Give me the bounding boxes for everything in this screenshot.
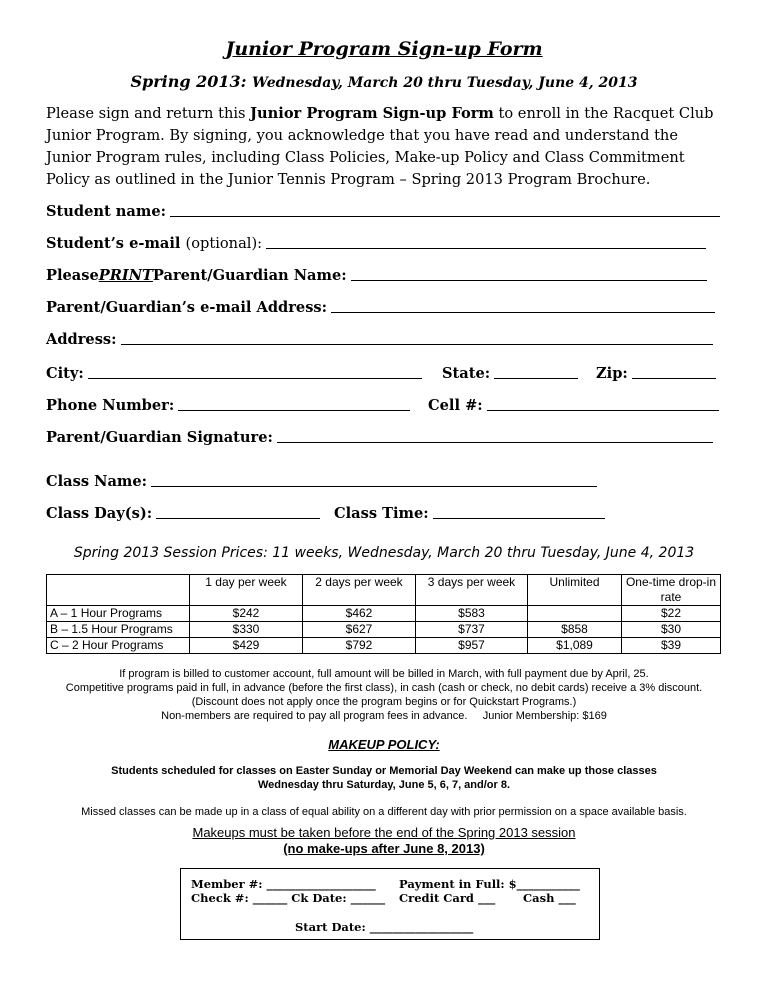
price-cell: $627	[303, 622, 416, 638]
parent-email-input[interactable]	[331, 311, 715, 313]
makeup-policy-title: MAKEUP POLICY:	[328, 737, 440, 752]
price-cell: $858	[528, 622, 622, 638]
header-cell: One-time drop-in rate	[622, 575, 721, 606]
zip-field	[596, 362, 716, 382]
address-label: Address:	[46, 331, 117, 348]
phone-field	[46, 394, 410, 414]
parent-print-label: PRINT	[98, 267, 153, 284]
class-name-input[interactable]	[151, 485, 597, 487]
parent-name-field	[46, 264, 707, 284]
parent-please-label: Please	[46, 267, 99, 284]
office-use-box	[180, 868, 600, 940]
member-number-field[interactable]: Member #: ___________________	[191, 877, 376, 891]
easter-note-2: Wednesday thru Saturday, June 5, 6, 7, and/or 8.	[257, 779, 511, 791]
parent-email-field	[46, 296, 715, 316]
student-email-label: Student’s e-mail	[46, 235, 181, 252]
student-name-input[interactable]	[170, 215, 720, 217]
check-number-field[interactable]: Check #: ______ Ck Date: ______	[191, 891, 386, 905]
parent-email-label: Parent/Guardian’s e-mail Address:	[46, 299, 328, 316]
price-cell: $583	[416, 606, 528, 622]
class-name-label: Class Name:	[46, 473, 148, 490]
price-cell: $30	[622, 622, 721, 638]
class-days-label: Class Day(s):	[46, 505, 153, 522]
parent-name-label: Parent/Guardian Name:	[152, 267, 347, 284]
city-field	[46, 362, 422, 382]
makeup-deadline	[0, 825, 768, 857]
intro-text-2: to enroll in the Racquet Club Junior Program. By signing, you acknowledge that you have read and understand the Junior Program rules, including Class Policies, Make-up Policy and Class Commitment Policy as outlined in the Junior Tennis Program – Spring 2013 Program Brochure.	[46, 105, 714, 188]
class-time-field	[334, 502, 605, 522]
signature-label: Parent/Guardian Signature:	[46, 429, 273, 446]
signature-input[interactable]	[277, 441, 713, 443]
membership-price: Junior Membership: $169	[482, 710, 607, 722]
student-name-field	[46, 200, 720, 220]
payment-in-full-field[interactable]: Payment in Full: $___________	[399, 877, 580, 891]
header-cell: 1 day per week	[190, 575, 303, 606]
price-cell: $429	[190, 638, 303, 654]
signature-field	[46, 426, 713, 446]
price-cell: $462	[303, 606, 416, 622]
zip-input[interactable]	[632, 377, 716, 379]
start-date-field[interactable]: Start Date: __________________	[295, 920, 474, 934]
table-row	[47, 622, 721, 638]
class-name-field	[46, 470, 597, 490]
season-label: Spring 2013:	[130, 72, 247, 91]
easter-note-1: Students scheduled for classes on Easter Sunday or Memorial Day Weekend can make up those classes	[111, 765, 657, 777]
makeup-deadline-line-2: (no make-ups after June 8, 2013)	[283, 841, 485, 856]
student-email-input[interactable]	[266, 247, 706, 249]
intro-form-name: Junior Program Sign-up Form	[250, 105, 494, 122]
price-cell: $1,089	[528, 638, 622, 654]
price-cell: $242	[190, 606, 303, 622]
header-cell: 3 days per week	[416, 575, 528, 606]
state-field	[442, 362, 578, 382]
zip-label: Zip:	[596, 365, 628, 382]
prices-title: Spring 2013 Session Prices: 11 weeks, Wednesday, March 20 thru Tuesday, June 4, 2013	[73, 545, 695, 561]
student-name-label: Student name:	[46, 203, 166, 220]
intro-text-1: Please sign and return this	[46, 105, 251, 122]
student-email-field	[46, 232, 706, 252]
prices-table	[46, 574, 721, 654]
session-subtitle	[0, 72, 768, 91]
table-row	[47, 606, 721, 622]
form-title: Junior Program Sign-up Form	[225, 38, 543, 60]
session-dates: Wednesday, March 20 thru Tuesday, June 4, 2013	[252, 75, 638, 91]
city-input[interactable]	[88, 377, 422, 379]
price-cell: $22	[622, 606, 721, 622]
state-input[interactable]	[494, 377, 578, 379]
price-cell: $39	[622, 638, 721, 654]
cash-field[interactable]: Cash ___	[523, 891, 576, 905]
student-email-optional: (optional):	[185, 235, 263, 252]
competitive-note: Competitive programs paid in full, in advance (before the first class), in cash (cash or check, no debit cards) receive a 3% discount.	[65, 682, 703, 694]
intro-paragraph	[46, 103, 726, 191]
header-cell: Unlimited	[528, 575, 622, 606]
nonmembers-note	[0, 709, 768, 723]
makeup-deadline-line-1: Makeups must be taken before the end of the Spring 2013 session	[192, 825, 576, 840]
phone-input[interactable]	[178, 409, 410, 411]
row-label: A – 1 Hour Programs	[47, 606, 190, 622]
price-cell: $330	[190, 622, 303, 638]
table-header-row	[47, 575, 721, 606]
state-label: State:	[442, 365, 491, 382]
cell-field	[428, 394, 719, 414]
discount-note: (Discount does not apply once the program begins or for Quickstart Programs.)	[191, 696, 577, 708]
price-cell: $737	[416, 622, 528, 638]
class-time-input[interactable]	[433, 517, 605, 519]
address-input[interactable]	[121, 343, 713, 345]
city-label: City:	[46, 365, 84, 382]
billing-note: If program is billed to customer account, full amount will be billed in March, with full payment due by April, 25.	[119, 668, 649, 680]
table-row	[47, 638, 721, 654]
price-cell: $957	[416, 638, 528, 654]
cell-input[interactable]	[487, 409, 719, 411]
class-time-label: Class Time:	[334, 505, 429, 522]
address-field	[46, 328, 713, 348]
price-cell: $792	[303, 638, 416, 654]
row-label: B – 1.5 Hour Programs	[47, 622, 190, 638]
price-cell	[528, 606, 622, 622]
row-label: C – 2 Hour Programs	[47, 638, 190, 654]
credit-card-field[interactable]: Credit Card ___	[399, 891, 496, 905]
parent-name-input[interactable]	[351, 279, 707, 281]
phone-label: Phone Number:	[46, 397, 175, 414]
header-cell	[47, 575, 190, 606]
class-days-field	[46, 502, 320, 522]
nonmembers-text: Non-members are required to pay all program fees in advance.	[161, 710, 468, 722]
header-cell: 2 days per week	[303, 575, 416, 606]
cell-label: Cell #:	[428, 397, 483, 414]
missed-classes-note: Missed classes can be made up in a class of equal ability on a different day with prior permission on a space available basis.	[81, 806, 687, 818]
class-days-input[interactable]	[156, 517, 320, 519]
